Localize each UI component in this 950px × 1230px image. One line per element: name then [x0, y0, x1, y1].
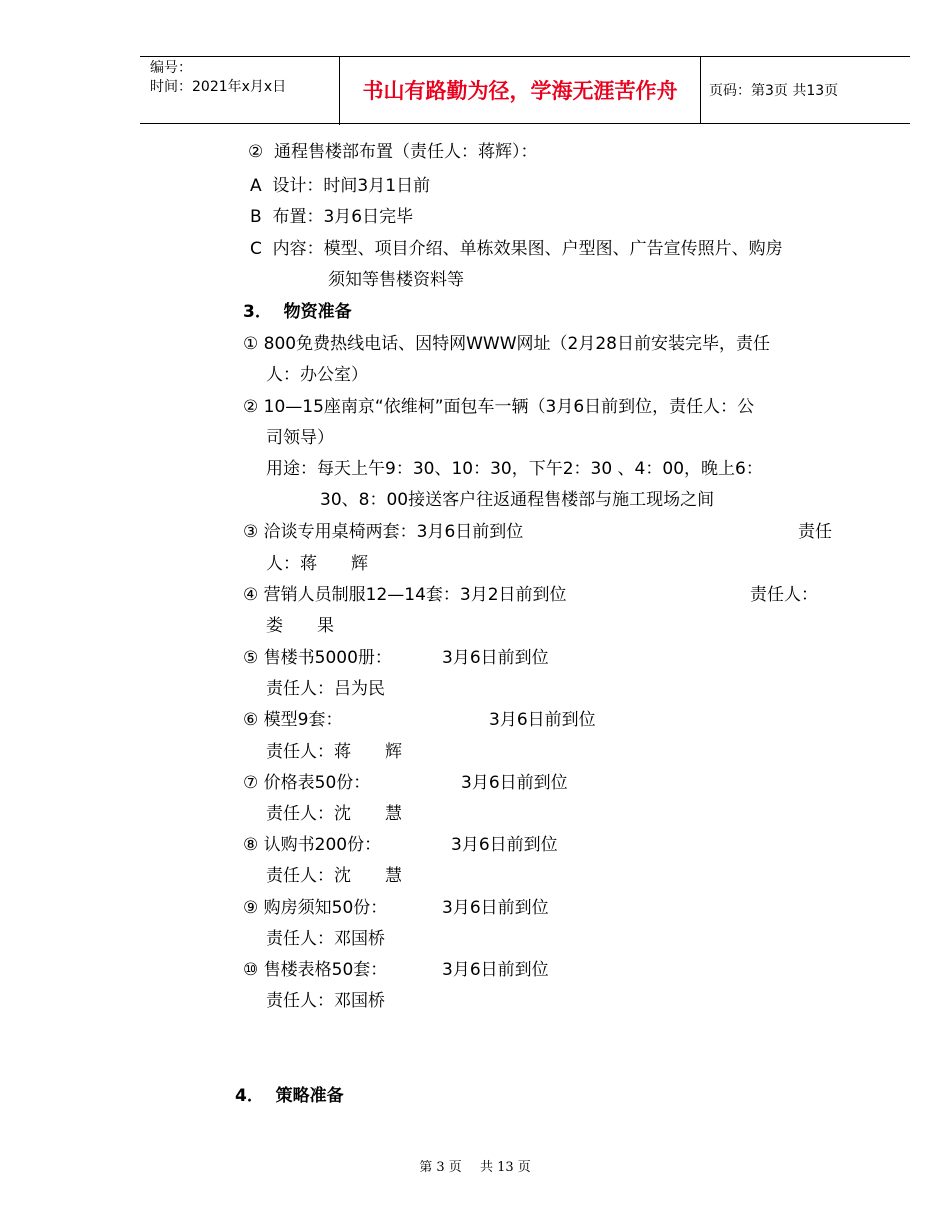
page-footer — [0, 1156, 950, 1175]
header-meta-cell — [140, 57, 340, 125]
text-line: 3月6日前到位 — [442, 648, 549, 668]
document-time-label: 时间：2021年x月x日 — [150, 79, 287, 95]
text-line: 人：蒋 辉 — [266, 554, 368, 574]
text-line: 3月6日前到位 — [442, 898, 549, 918]
text-line: 责任人：邓国桥 — [266, 991, 385, 1011]
text-line: 责任人： — [750, 585, 818, 605]
text-line: 3月6日前到位 — [442, 960, 549, 980]
text-line: 3月6日前到位 — [489, 710, 596, 730]
text-line: ⑦ 价格表50份： — [243, 773, 371, 793]
text-line: 责任 — [798, 522, 832, 542]
text-line: A 设计：时间3月1日前 — [250, 176, 431, 196]
text-line: ① 800免费热线电话、因特网WWW网址（2月28日前安装完毕，责任 — [243, 334, 770, 354]
text-line: 责任人：邓国桥 — [266, 929, 385, 949]
text-line: 责任人：沈 慧 — [266, 804, 402, 824]
text-line: 须知等售楼资料等 — [328, 270, 464, 290]
header-motto: 书山有路勤为径，学海无涯苦作舟 — [340, 57, 701, 123]
text-line: 责任人：吕为民 — [266, 679, 385, 699]
header-page-label: 页码：第3页 共13页 — [709, 83, 839, 99]
text-line: C 内容：模型、项目介绍、单栋效果图、户型图、广告宣传照片、购房 — [250, 239, 783, 259]
text-line: ④ 营销人员制服12—14套：3月2日前到位 — [243, 585, 567, 605]
document-number-label: 编号： — [150, 60, 192, 76]
text-line: ⑤ 售楼书5000册： — [243, 648, 392, 668]
text-line: 责任人：沈 慧 — [266, 866, 402, 886]
text-line: ⑩ 售楼表格50套： — [243, 960, 388, 980]
text-line: ⑨ 购房须知50份： — [243, 898, 388, 918]
text-line: ② 通程售楼部布置（责任人：蒋辉）： — [248, 142, 538, 162]
text-line: 责任人：蒋 辉 — [266, 742, 402, 762]
text-line: ⑧ 认购书200份： — [243, 835, 382, 855]
footer-page-total: 共 13 页 — [479, 1160, 531, 1175]
text-line: ② 10—15座南京“依维柯”面包车一辆（3月6日前到位，责任人：公 — [243, 397, 755, 417]
text-line: 3月6日前到位 — [461, 773, 568, 793]
text-line: ⑥ 模型9套： — [243, 710, 343, 730]
section-heading: 3． 物资准备 — [243, 302, 352, 322]
text-line: 30、8：00接送客户往返通程售楼部与施工现场之间 — [320, 490, 715, 510]
text-line: 3月6日前到位 — [451, 835, 558, 855]
text-line: ③ 洽谈专用桌椅两套：3月6日前到位 — [243, 522, 524, 542]
text-line: 用途：每天上午9：30、10：30，下午2：30 、4：00，晚上6： — [266, 459, 763, 479]
text-line: 人：办公室） — [266, 365, 368, 385]
text-line: 娄 果 — [266, 616, 334, 636]
page-header — [140, 56, 910, 124]
text-line: B 布置：3月6日完毕 — [250, 207, 414, 227]
section-heading: 4． 策略准备 — [235, 1086, 344, 1106]
footer-page-number: 第 3 页 — [419, 1160, 462, 1175]
text-line: 司领导） — [266, 428, 334, 448]
